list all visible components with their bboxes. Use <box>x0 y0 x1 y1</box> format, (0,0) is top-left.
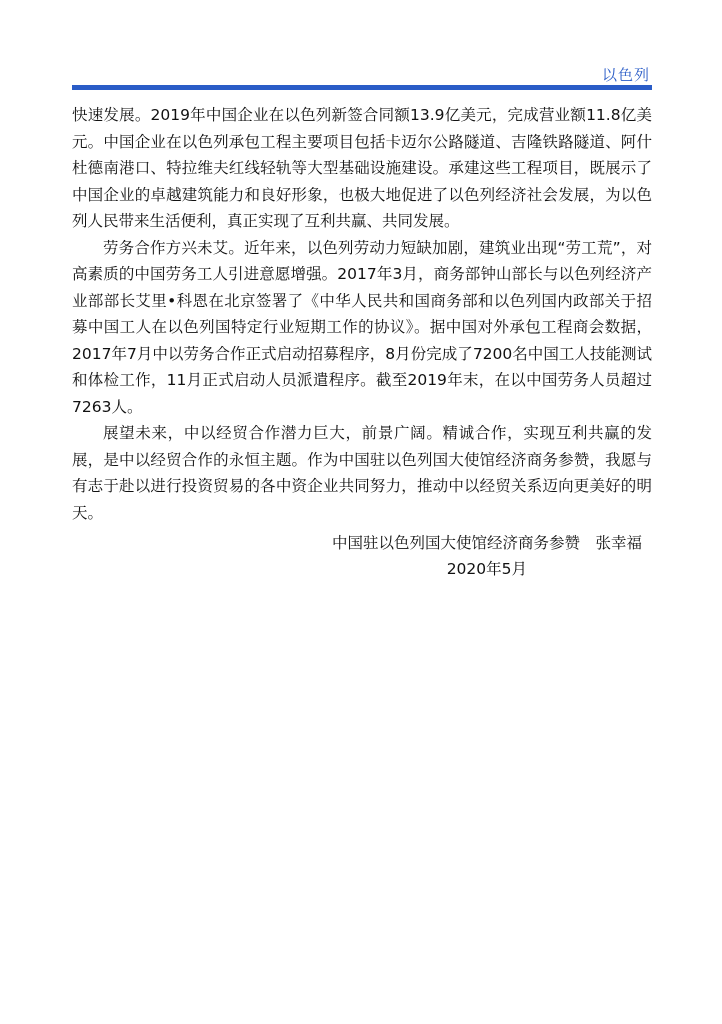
header-divider <box>72 85 652 90</box>
paragraph-outlook: 展望未来，中以经贸合作潜力巨大，前景广阔。精诚合作，实现互利共赢的发展，是中以经贸合作的永恒主题。作为中国驻以色列国大使馆经济商务参赞，我愿与有志于赴以进行投资贸易的各中资企业共同努力，推动中以经贸关系迈向更美好的明天。 <box>72 424 652 522</box>
paragraph-continued: 快速发展。2019年中国企业在以色列新签合同额13.9亿美元，完成营业额11.8亿美元。中国企业在以色列承包工程主要项目包括卡迈尔公路隧道、吉隆铁路隧道、阿什杜德南港口、特拉维夫红线轻轨等大型基础设施建设。承建这些工程项目，既展示了中国企业的卓越建筑能力和良好形象，也极大地促进了以色列经济社会发展，为以色列人民带来生活便利，真正实现了互利共赢、共同发展。 <box>72 106 652 230</box>
signature-block <box>332 530 642 582</box>
signature-author: 中国驻以色列国大使馆经济商务参赞 张幸福 <box>331 534 642 552</box>
section-header-label: 以色列 <box>601 66 650 84</box>
paragraph-labor-cooperation: 劳务合作方兴未艾。近年来，以色列劳动力短缺加剧，建筑业出现“劳工荒”，对高素质的中国劳务工人引进意愿增强。2017年3月，商务部钟山部长与以色列经济产业部部长艾里•科恩在北京签署了《中华人民共和国商务部和以色列国内政部关于招募中国工人在以色列国特定行业短期工作的协议》。据中国对外承包工程商会数据，2017年7月中以劳务合作正式启动招募程序，8月份完成了7200名中国工人技能测试和体检工作，11月正式启动人员派遣程序。截至2019年末，在以中国劳务人员超过7263人。 <box>72 238 652 416</box>
signature-date: 2020年5月 <box>446 560 527 578</box>
article-body <box>72 102 652 526</box>
